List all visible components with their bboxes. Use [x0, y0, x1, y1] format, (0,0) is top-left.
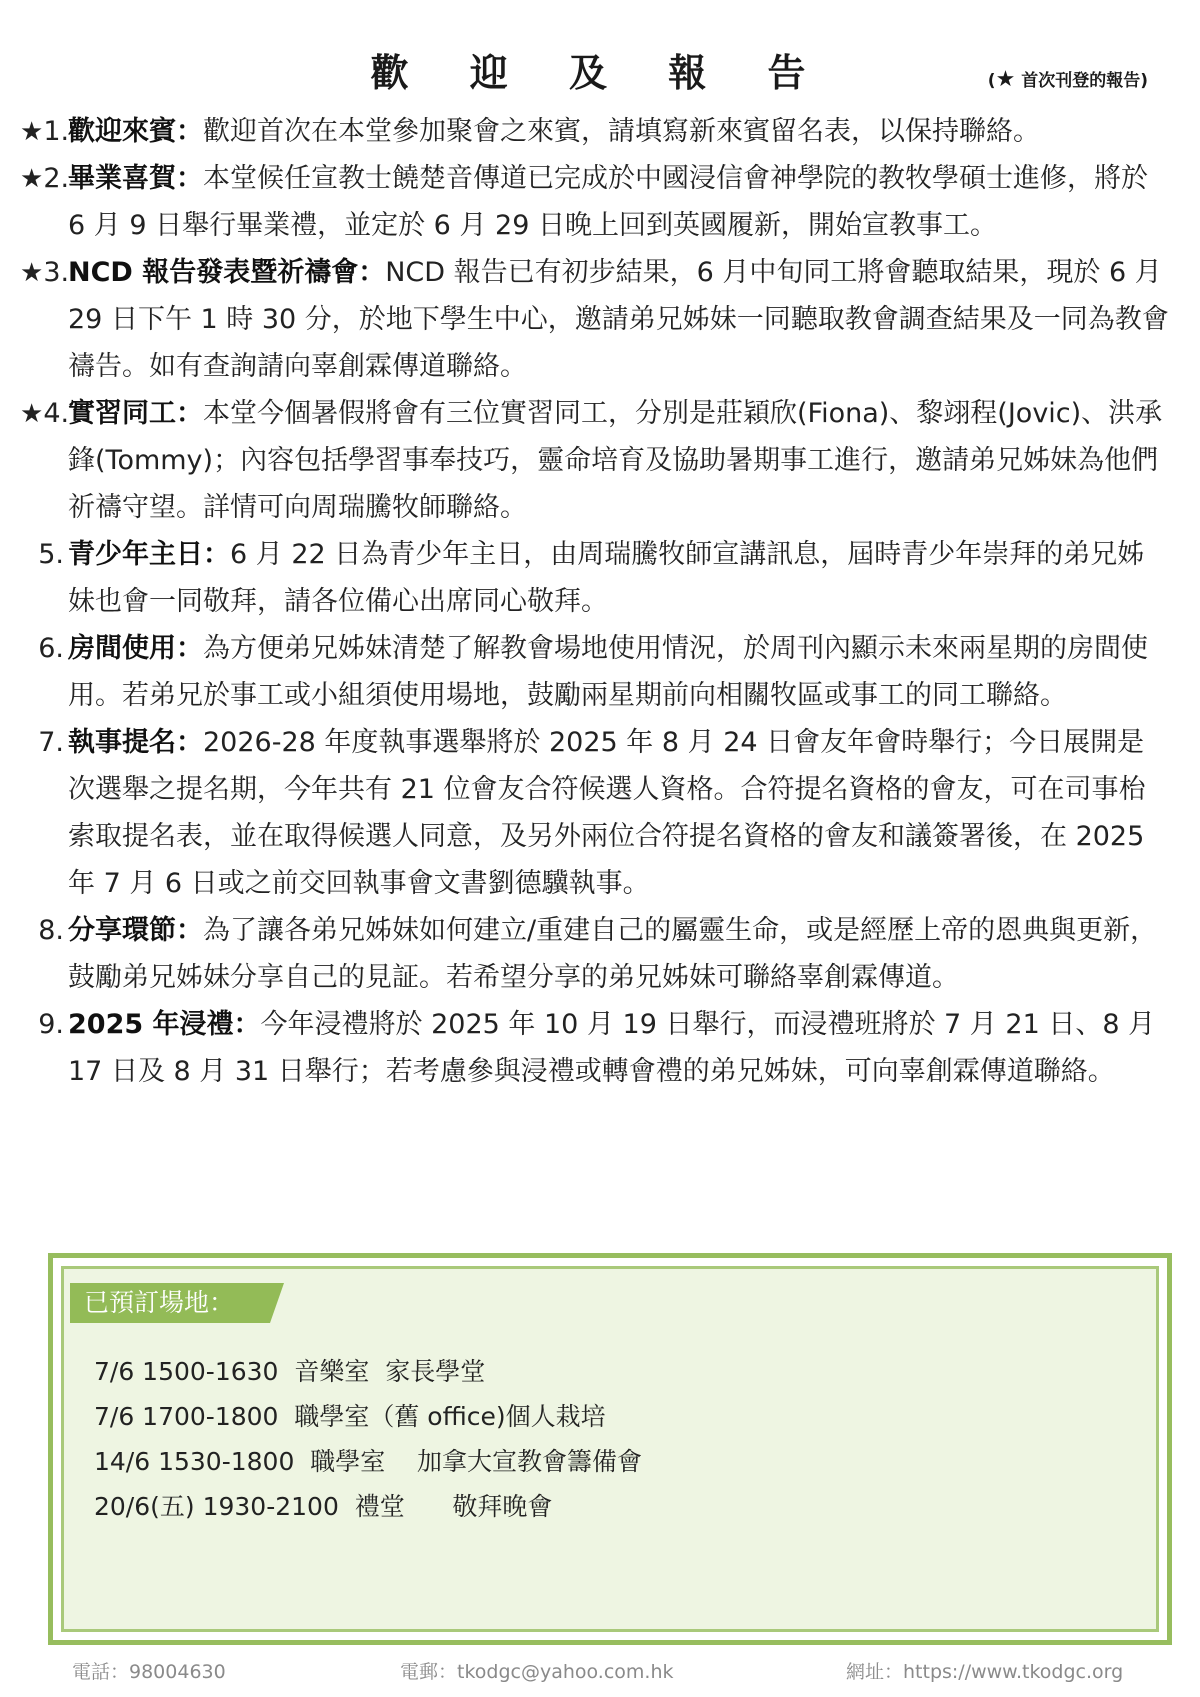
item-heading: 歡迎來賓： [68, 116, 203, 147]
star-icon: ★ [20, 117, 44, 147]
footer-email: 電郵：tkodgc@yahoo.com.hk [400, 1661, 674, 1683]
item-body: 2026-28 年度執事選舉將於 2025 年 8 月 24 日會友年會時舉行；今日展開是次選舉之提名期，今年共有 21 位會友合符候選人資格。合符提名資格的會友，可在司事枱索取提名表，並在取得候選人同意，及另外兩位合符提名資格的會友和議簽署後，在 2025 年 7 月 6 日或之前交回執事會文書劉德驥執事。 [68, 727, 1146, 899]
title-note [988, 66, 1148, 92]
item-number: 9. [38, 1009, 64, 1040]
item-body: 為了讓各弟兄姊妹如何建立/重建自己的屬靈生命，或是經歷上帝的恩典與更新，鼓勵弟兄姊妹分享自己的見証。若希望分享的弟兄姊妹可聯絡辜創霖傳道。 [68, 915, 1158, 993]
item-number: 7. [38, 727, 64, 758]
item-heading: NCD 報告發表暨祈禱會： [68, 257, 386, 288]
item-body: 為方便弟兄姊妹清楚了解教會場地使用情況，於周刊內顯示未來兩星期的房間使用。若弟兄於事工或小組須使用場地，鼓勵兩星期前向相關牧區或事工的同工聯絡。 [68, 633, 1148, 711]
star-icon: ★ [20, 258, 44, 288]
booked-venues-list [94, 1349, 642, 1529]
star-icon: ★ [20, 164, 44, 194]
item-number: ★2. [20, 163, 70, 194]
item-number: 8. [38, 915, 64, 946]
announcement-item [20, 531, 1170, 625]
item-number: 5. [38, 539, 64, 570]
announcement-list [20, 108, 1170, 1095]
item-heading: 實習同工： [68, 398, 203, 429]
page-title: 歡 迎 及 報 告 [370, 51, 830, 95]
announcement-item [20, 625, 1170, 719]
announcement-item [20, 249, 1170, 390]
item-number: ★1. [20, 116, 70, 147]
item-number: ★3. [20, 257, 70, 288]
booking-line: 7/6 1500-1630 音樂室 家長學堂 [94, 1357, 486, 1386]
footer-website: 網址：https://www.tkodgc.org [846, 1661, 1124, 1683]
item-heading: 房間使用： [68, 633, 203, 664]
footer-phone: 電話：98004630 [72, 1661, 226, 1683]
announcement-item [20, 719, 1170, 907]
booking-line: 14/6 1530-1800 職學室 加拿大宣教會籌備會 [94, 1447, 643, 1476]
announcement-item [20, 907, 1170, 1001]
booked-venues-label: 已預訂場地： [70, 1283, 270, 1323]
item-heading: 分享環節： [68, 915, 203, 946]
booking-line: 7/6 1700-1800 職學室（舊 office)個人栽培 [94, 1402, 606, 1431]
item-body: 本堂候任宣教士饒楚音傳道已完成於中國浸信會神學院的教牧學碩士進修，將於 6 月 9 日舉行畢業禮，並定於 6 月 29 日晚上回到英國履新，開始宣教事工。 [68, 163, 1148, 241]
item-body: 本堂今個暑假將會有三位實習同工，分別是莊穎欣(Fiona)、黎翊程(Jovic)、洪承鋒(Tommy)；內容包括學習事奉技巧，靈命培育及協助暑期事工進行，邀請弟兄姊妹為他們祈禱守望。詳情可向周瑞騰牧師聯絡。 [68, 398, 1163, 523]
booking-line: 20/6(五) 1930-2100 禮堂 敬拜晚會 [94, 1492, 553, 1521]
announcement-item [20, 108, 1170, 155]
item-body: NCD 報告已有初步結果，6 月中旬同工將會聽取結果，現於 6 月 29 日下午 1 時 30 分，於地下學生中心，邀請弟兄姊妹一同聽取教會調查結果及一同為教會禱告。如有查詢請向辜創霖傳道聯絡。 [68, 257, 1169, 382]
title-note-open: ( [987, 71, 996, 91]
item-heading: 青少年主日： [68, 539, 230, 570]
item-heading: 2025 年浸禮： [68, 1009, 261, 1040]
item-heading: 執事提名： [68, 727, 203, 758]
item-number: ★4. [20, 398, 70, 429]
booked-venues-panel [61, 1266, 1159, 1632]
item-body: 6 月 22 日為青少年主日，由周瑞騰牧師宣講訊息，屆時青少年崇拜的弟兄姊妹也會一同敬拜，請各位備心出席同心敬拜。 [68, 539, 1145, 617]
item-body: 歡迎首次在本堂參加聚會之來賓，請填寫新來賓留名表，以保持聯絡。 [203, 116, 1040, 147]
star-icon: ★ [995, 67, 1016, 92]
item-number: 6. [38, 633, 64, 664]
announcement-item [20, 1001, 1170, 1095]
announcement-item [20, 390, 1170, 531]
item-heading: 畢業喜賀： [68, 163, 203, 194]
title-note-text: 首次刊登的報告) [1015, 71, 1148, 91]
item-body: 今年浸禮將於 2025 年 10 月 19 日舉行，而浸禮班將於 7 月 21 日、8 月 17 日及 8 月 31 日舉行；若考慮參與浸禮或轉會禮的弟兄姊妹，可向辜創霖傳道聯絡。 [68, 1009, 1156, 1087]
booked-venues-box [48, 1253, 1172, 1645]
star-icon: ★ [20, 399, 44, 429]
announcement-item [20, 155, 1170, 249]
